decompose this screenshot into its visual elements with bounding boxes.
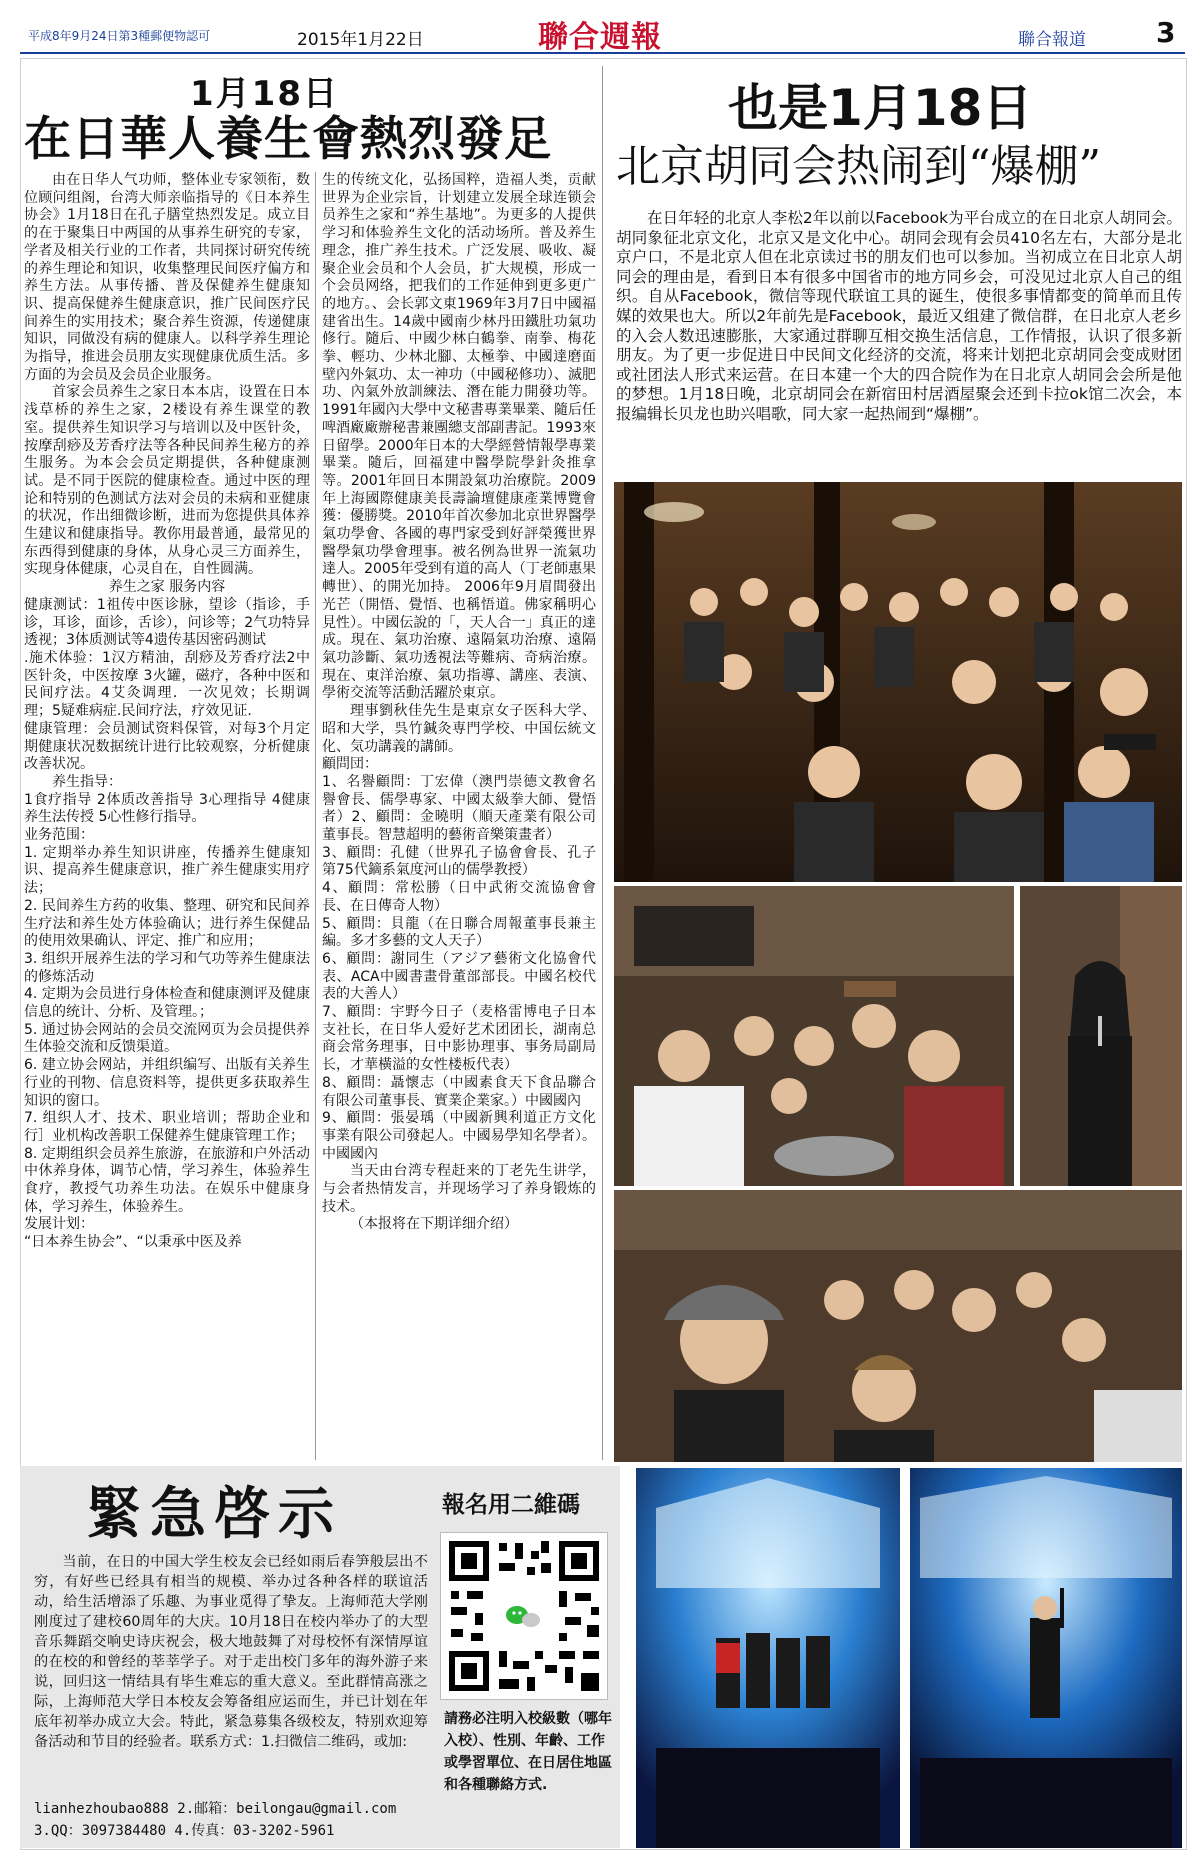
article-paragraph: 由在日华人气功师，整体业专家领衔，数位顾问组阁，台湾大师亲临指导的《日本养生协会》1月18日在孔子膳堂热烈发足。成立目的在于聚集日中两国的从事养生研究的专家，学者及相关行业的工作者，共同探讨研究传统的养生理论和知识，收集整理民间医疗偏方和养生方法。从事传播、普及保健养生健康知识、提高保健养生健康意识，推广民间医疗民间养生的实用技术；聚合养生资源，传递健康知识，同做没有病的健康人。以科学养生理论为指导，推进会员朋友实现健康优质生活。多方面的为会员及会员企业服务。	[24, 172, 310, 383]
photo-toast	[614, 1190, 1182, 1462]
postal-permit: 平成8年9月24日第3種郵便物認可	[28, 29, 211, 43]
issue-date: 2015年1月22日	[297, 30, 424, 50]
notice-body	[34, 1552, 428, 1796]
left-article-column-2	[322, 172, 596, 1460]
list-item: 养生指导：	[52, 773, 122, 790]
advisor-item: 3、顧問：孔健（世界孔子協會會長、孔子第75代鏑系氣度河山的儒學教授）	[322, 844, 596, 879]
article-paragraph: 理事劉秋佳先生是東京女子医科大学、昭和大学，呉竹鍼灸専門学校、中国伝統文化、気功講義的講師。	[322, 703, 596, 755]
left-headline: 在日華人養生會熱烈發足	[24, 112, 552, 167]
left-date-headline: 1月18日	[190, 74, 339, 114]
list-item: “日本养生协会”、“以秉承中医及养	[24, 1234, 242, 1251]
services-title: 养生之家 服务内容	[108, 579, 226, 596]
list-item: 5. 通过协会网站的会员交流网页为会员提供养生体验交流和反馈渠道。	[24, 1021, 310, 1056]
contact-line-1: lianhezhoubao888 2.邮箱：beilongau@gmail.com	[34, 1801, 397, 1817]
right-headline: 北京胡同会热闹到“爆棚”	[616, 141, 1101, 192]
paper-name: 聯合週報	[538, 20, 662, 55]
notice-paragraph: 当前，在日的中国大学生校友会已经如雨后春笋般层出不穷，有好些已经具有相当的规模、举办过各种各样的联谊活动，给生活增添了乐趣、为事业觅得了挚友。上海师范大学刚刚度过了建校60周年的大庆。10月18日在校内举办了的大型音乐舞蹈交响史诗庆祝会，极大地鼓舞了对母校怀有深情厚谊的在校的和曾经的莘莘学子。对于走出校门多年的海外游子来说，回归这一情结具有毕生难忘的重大意义。至此群情高涨之际，上海师范大学日本校友会筹备组应运而生，并已计划在年底年初举办成立大会。特此，紧急募集各级校友，特别欢迎筹备活动和节目的经验者。联系方式：1.扫微信二维码，或加:	[34, 1554, 428, 1750]
contact-line-2: 3.QQ：3097384480 4.传真：03-3202-5961	[34, 1823, 335, 1839]
list-item: 7. 组织人才、技术、职业培训；帮助企业和行］业机构改善职工保健养生健康管理工作；	[24, 1110, 310, 1144]
section-divider	[602, 66, 603, 1460]
advisor-item: 4、顧問：常松勝（日中武術交流協會會長、在日傳奇人物）	[322, 880, 596, 914]
closing-paragraph: 当天由台湾专程赶来的丁老先生讲学，与会者热情发言，并现场学习了养身锻炼的技术。	[322, 1163, 596, 1215]
photo-karaoke-2	[910, 1468, 1182, 1848]
list-item: 1食疗指导 2体质改善指导 3心理指导 4健康养生法传授 5心性修行指导。	[24, 791, 310, 826]
qr-title: 報名用二維碼	[442, 1492, 580, 1518]
advisors-title: 顧問団：	[322, 756, 378, 773]
photo-karaoke-1	[636, 1468, 900, 1848]
advisor-item: 1、名譽顧問：丁宏偉（澳門崇德文教會名譽會長、儒學專家、中國太級拳大師、覺悟者）2、顧問：金曉明（順天產業有限公司董事長。智慧超明的藝術音樂策畫者）	[322, 773, 596, 844]
photo-singer	[1020, 886, 1182, 1186]
qr-code-icon	[440, 1532, 608, 1700]
list-item: 业务范围：	[24, 827, 94, 844]
section-name: 聯合報道	[1018, 30, 1086, 50]
photo-group-party	[614, 482, 1182, 882]
advisor-item: 9、顧問：張晏瑀（中國新興利道正方文化事業有限公司發起人。中國易學知名學者）。中國國內	[322, 1110, 596, 1162]
article-paragraph: 在日年轻的北京人李松2年以前以Facebook为平台成立的在日北京人胡同会。胡同象征北京文化，北京又是文化中心。胡同会现有会员410名左右，大部分是北京户口，不是北京人但在北京读过书的朋友们也可以参加。当初成立在日北京人胡同会的理由是，看到日本有很多中国省市的地方同乡会，可没见过北京人自己的组织。自从Facebook，微信等现代联谊工具的诞生，使很多事情都变的简单而且传媒的效果也大。所以2年前先是Facebook，最近又组建了微信群，在日北京人老乡的入会人数迅速膨胀，大家通过群聊互相交换生活信息，工作情报，认识了很多新朋友。为了更一步促进日中民间文化经济的交流，将来计划把北京胡同会变成财团或社团法人形式来运营。在日本建一个大的四合院作为在日北京人胡同会会所是他的梦想。1月18日晚，北京胡同会在新宿田村居酒屋聚会还到卡拉ok馆二次会，本报编辑长贝龙也助兴唱歌，同大家一起热闹到“爆棚”。	[616, 209, 1182, 423]
list-item: 8. 定期组织会员养生旅游，在旅游和户外活动中休养身体，调节心情，学习养生，体验养生食疗，教授气功养生功法。在娱乐中健康身体，学习养生，体验养生。	[24, 1145, 310, 1215]
article-paragraph: 生的传统文化，弘扬国粹，造福人类，贡献世界为企业宗旨，计划建立发展全球连锁会员养生之家和“养生基地”。为更多的人提供学习和体验养生文化的活动场所。普及养生理念，推广养生技术。广泛发展、吸收、凝聚企业会员和个人会员，扩大规模，形成一个会员网络，把我们的工作延伸到更多更广的地方。、会长郭文東1969年3月7日中國福建省出生。14歲中國南少林丹田鐵肚功氣功修行。隨后、中國少林白鶴拳、南拳、梅花拳、輕功、少林北腳、太極拳、中國達磨面壁內外氣功、太一神功（中國秘修功）、滅肥功、內氣外放訓練法、潛在能力開發功等。1991年國內大學中文秘書專業畢業、隨后任啤酒廠廠辦秘書兼團總支部副書記。1993來日留學。2000年日本的大學經營情報學專業畢業。隨后，回福建中醫學院學針灸推拿等。2001年回日本開設氣功治療院。2009年上海國際健康美長壽論壇健康產業博覽會獲：優勝獎。2010年首次參加北京世界醫學氣功學會、各國的專門家受到好評榮獲世界醫學氣功學會理事。被名例為世界一流氣功達人。2005年受到有道的高人（丁老師惠果轉世）、的開光加持。 2006年9月眉間發出光芒（開悟、覺悟、也稱悟道。佛家稱明心見性）。中國伝說的「，天人合一」真正的達成。現在、氣功治療、遠隔氣功治療、遠隔氣功診斷、氣功透視法等難病、奇病治療。現在、東洋治療、氣功指導、講座、表演、學術交流等活動活躍於東京。	[322, 172, 596, 702]
list-item: 2. 民间养生方药的收集、整理、研究和民间养生疗法和养生处方体验确认；进行养生保健品的使用效果确认、评定、推广和应用；	[24, 897, 310, 950]
list-item: 4. 定期为会员进行身体检查和健康测评及健康信息的统计、分析、及管理。；	[24, 986, 310, 1021]
list-item: 健康管理：会员测试资料保管，对每3个月定期健康状况数据统计进行比较观察，分析健康改善状况。	[24, 720, 310, 773]
list-item: 1. 定期举办养生知识讲座，传播养生健康知识、提高养生健康意识，推广养生健康实用疗法；	[24, 844, 310, 897]
advisor-item: 8、顧問：聶懷志（中國素食天下食品聯合有限公司董事長、實業企業家。）中國國內	[322, 1074, 596, 1109]
photo-table-group	[614, 886, 1014, 1186]
column-divider	[315, 172, 316, 1460]
list-item: 6. 建立协会网站，并组织编写、出版有关养生行业的刊物、信息资料等，提供更多获取养生知识的窗口。	[24, 1057, 310, 1109]
list-item: 3. 组织开展养生法的学习和气功等养生健康法的修炼活动	[24, 950, 310, 985]
list-item: 发展计划：	[24, 1216, 94, 1233]
qr-note: 請務必注明入校級數（哪年入校）、性別、年齡、工作或學習單位、在日居住地區和各種聯絡方式.	[444, 1711, 612, 1793]
article-footnote: （本报将在下期详细介绍）	[350, 1216, 518, 1233]
list-item: .施术体验：1汉方精油，刮痧及芳香疗法2中医针灸，中医按摩 3火罐，磁疗，各种中医和民间疗法。4艾灸调理．一次见效；长期调理；5疑难病症.民间疗法，疗效见证.	[24, 649, 310, 720]
page-number: 3	[1156, 16, 1176, 49]
left-article-column-1	[24, 172, 310, 1460]
right-article-body	[616, 209, 1182, 479]
notice-title: 緊急啓示	[86, 1482, 342, 1547]
advisor-item: 7、顧問：宇野今日子（麦格雷博电子日本支社长，在日华人爱好艺术团团长，湖南总商会常务理事，日中影协理事、事务局副局长，才華橫溢的女性楼板代表）	[322, 1004, 596, 1074]
advisor-item: 5、顧問：貝龍（在日聯合周報董事長兼主編。多才多藝的文人天子）	[322, 915, 596, 950]
list-item: 健康测试：1祖传中医诊脉，望诊（指诊，手诊，耳诊，面诊，舌诊），问诊等；2气功特异透视；3体质测试等4遗传基因密码测试	[24, 596, 310, 649]
advisor-item: 6、顧問：謝同生（アジア藝術文化協會代表、ACA中國書畫骨董部部長。中國名校代表的大善人）	[322, 950, 596, 1003]
article-paragraph: 首家会员养生之家日本本店，设置在日本浅草桥的养生之家，2楼设有养生课堂的教室。提供养生知识学习与培训以及中医针灸，按摩刮痧及芳香疗法等各种民间养生秘方的养生服务。为本会会员定期提供，各种健康测试。是不同于医院的健康检查。通过中医的理论和特别的色测试方法对会员的未病和亚健康的状况，作出细微诊断，进而为您提供具体养生建议和健康指导。教你用最普通，最常见的东西得到健康的身体，从身心灵三方面养生，实现身体健康，心灵自在，自性圆满。	[24, 384, 310, 578]
right-date-headline: 也是1月18日	[728, 79, 1033, 137]
